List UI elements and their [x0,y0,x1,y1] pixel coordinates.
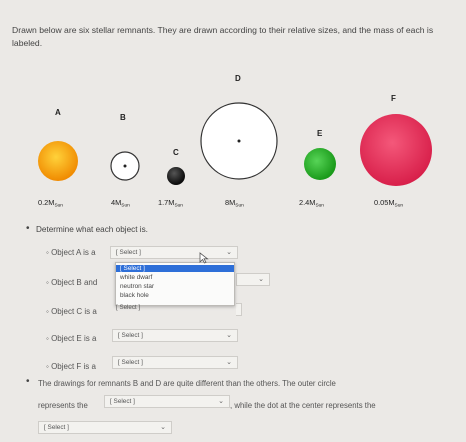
option-white-dwarf[interactable]: white dwarf [120,274,153,281]
row-f [46,362,96,371]
option-black-hole[interactable]: black hole [120,292,149,299]
star-f-mass: $0.05M_{Sun}$ [374,198,404,209]
star-c [167,167,185,185]
chevron-down-icon: ⌄ [226,332,232,339]
star-f-label: F [391,94,396,103]
select-center-dot-value: [ Select ] [44,424,69,431]
mouse-cursor-icon [199,252,209,264]
bullet-icon: ◦ [46,307,52,316]
select-object-c-value[interactable]: [ Select ] [116,304,141,311]
row-f-label: Object F is a [51,362,96,371]
chevron-down-icon: ⌄ [258,276,264,283]
select-object-a[interactable] [110,246,238,259]
select-object-b-chevron[interactable] [236,273,270,286]
chevron-down-icon: ⌄ [226,359,232,366]
star-b-label: B [120,113,126,122]
star-a-mass: $0.2M_{Sun}$ [38,198,63,209]
select-outer-circle[interactable] [104,395,230,408]
star-c-label: C [173,148,179,157]
row-c [46,307,97,316]
chevron-down-icon: ⌄ [160,424,166,431]
row-e [46,334,96,343]
star-c-mass: $1.7M_{Sun}$ [158,198,183,209]
star-a [38,141,78,181]
select-object-f[interactable] [112,356,238,369]
star-b-center-dot [124,165,127,168]
bullet-icon: ◦ [46,334,52,343]
option-select[interactable]: [ Select ] [116,265,234,272]
bullet-icon: ◦ [46,248,52,257]
option-neutron-star[interactable]: neutron star [120,283,155,290]
bullet-icon: ◦ [46,278,52,287]
star-d-label: D [235,74,241,83]
row-e-label: Object E is a [51,334,97,343]
star-d-mass: $8M_{Sun}$ [225,198,244,209]
select-outer-circle-value: [ Select ] [110,398,135,405]
bullet-icon: • [26,223,30,234]
select-object-a-value: [ Select ] [116,249,141,256]
row-b-label: Object B and [51,278,98,287]
bullet-icon: • [26,376,30,387]
select-object-c-edge[interactable] [236,303,242,316]
select-dropdown-list[interactable] [115,262,235,306]
star-e-label: E [317,129,323,138]
star-f [360,114,432,186]
row-a [46,248,96,257]
chevron-down-icon: ⌄ [226,249,232,256]
star-e [304,148,336,180]
select-object-e[interactable] [112,329,238,342]
intro-text: Drawn below are six stellar remnants. They are drawn according to their relative sizes, and the mass of each is labeled. [12,25,434,48]
row-a-label: Object A is a [51,248,96,257]
star-b-mass: $4M_{Sun}$ [111,198,130,209]
final-represents-prefix: represents the [38,401,88,410]
star-d-center-dot [238,140,241,143]
row-c-label: Object C is a [51,307,97,316]
select-object-e-value: [ Select ] [118,332,143,339]
star-a-label: A [55,108,61,117]
chevron-down-icon: ⌄ [218,398,224,405]
select-object-f-value: [ Select ] [118,359,143,366]
final-line1: The drawings for remnants B and D are quite different than the others. The outer circle [38,379,336,388]
star-e-mass: $2.4M_{Sun}$ [299,198,324,209]
final-line2-suffix: , while the dot at the center represents the [230,401,376,410]
question-text: Determine what each object is. [36,225,148,234]
select-center-dot[interactable] [38,421,172,434]
bullet-icon: ◦ [46,362,52,371]
row-b [46,278,97,287]
